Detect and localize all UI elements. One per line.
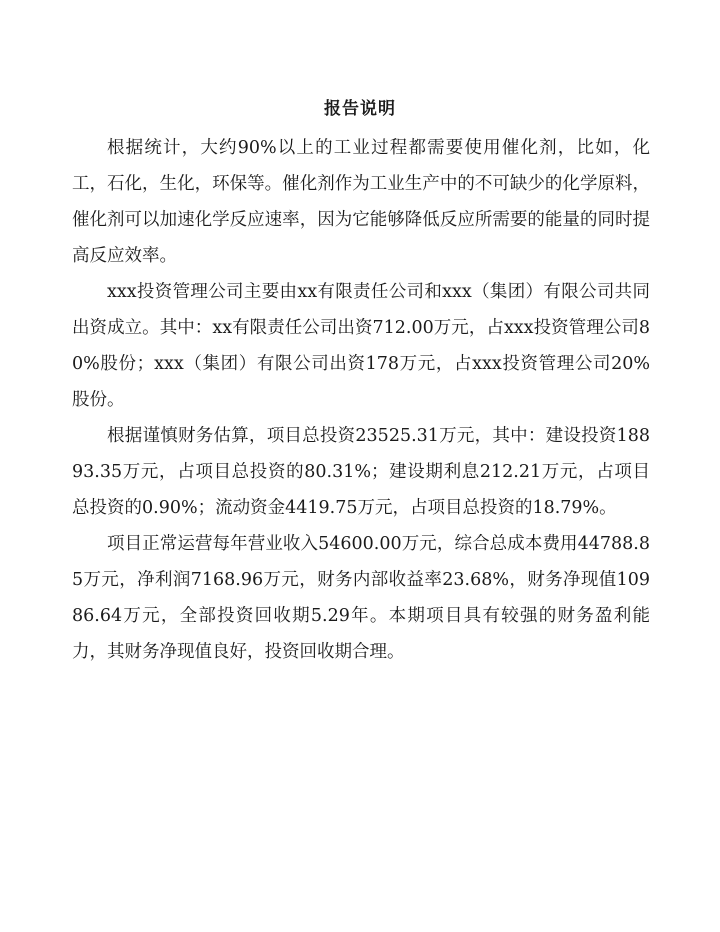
report-body (72, 130, 650, 670)
paragraph-catalyst-intro: 根据统计，大约90%以上的工业过程都需要使用催化剂，比如，化工，石化，生化，环保等。催化剂作为工业生产中的不可缺少的化学原料，催化剂可以加速化学反应速率，因为它能够降低反应所需要的能量的同时提高反应效率。 (72, 138, 650, 266)
paragraph-company-structure: xxx投资管理公司主要由xx有限责任公司和xxx（集团）有限公司共同出资成立。其中：xx有限责任公司出资712.00万元，占xxx投资管理公司80%股份；xxx（集团）有限公司出资178万元，占xxx投资管理公司20%股份。 (72, 282, 650, 410)
paragraph-financial-returns: 项目正常运营每年营业收入54600.00万元，综合总成本费用44788.85万元，净利润7168.96万元，财务内部收益率23.68%，财务净现值10986.64万元，全部投资回收期5.29年。本期项目具有较强的财务盈利能力，其财务净现值良好，投资回收期合理。 (72, 534, 650, 662)
report-title: 报告说明 (324, 99, 396, 119)
paragraph-investment-estimate: 根据谨慎财务估算，项目总投资23525.31万元，其中：建设投资18893.35万元，占项目总投资的80.31%；建设期利息212.21万元，占项目总投资的0.90%；流动资金4419.75万元，占项目总投资的18.79%。 (72, 426, 650, 518)
